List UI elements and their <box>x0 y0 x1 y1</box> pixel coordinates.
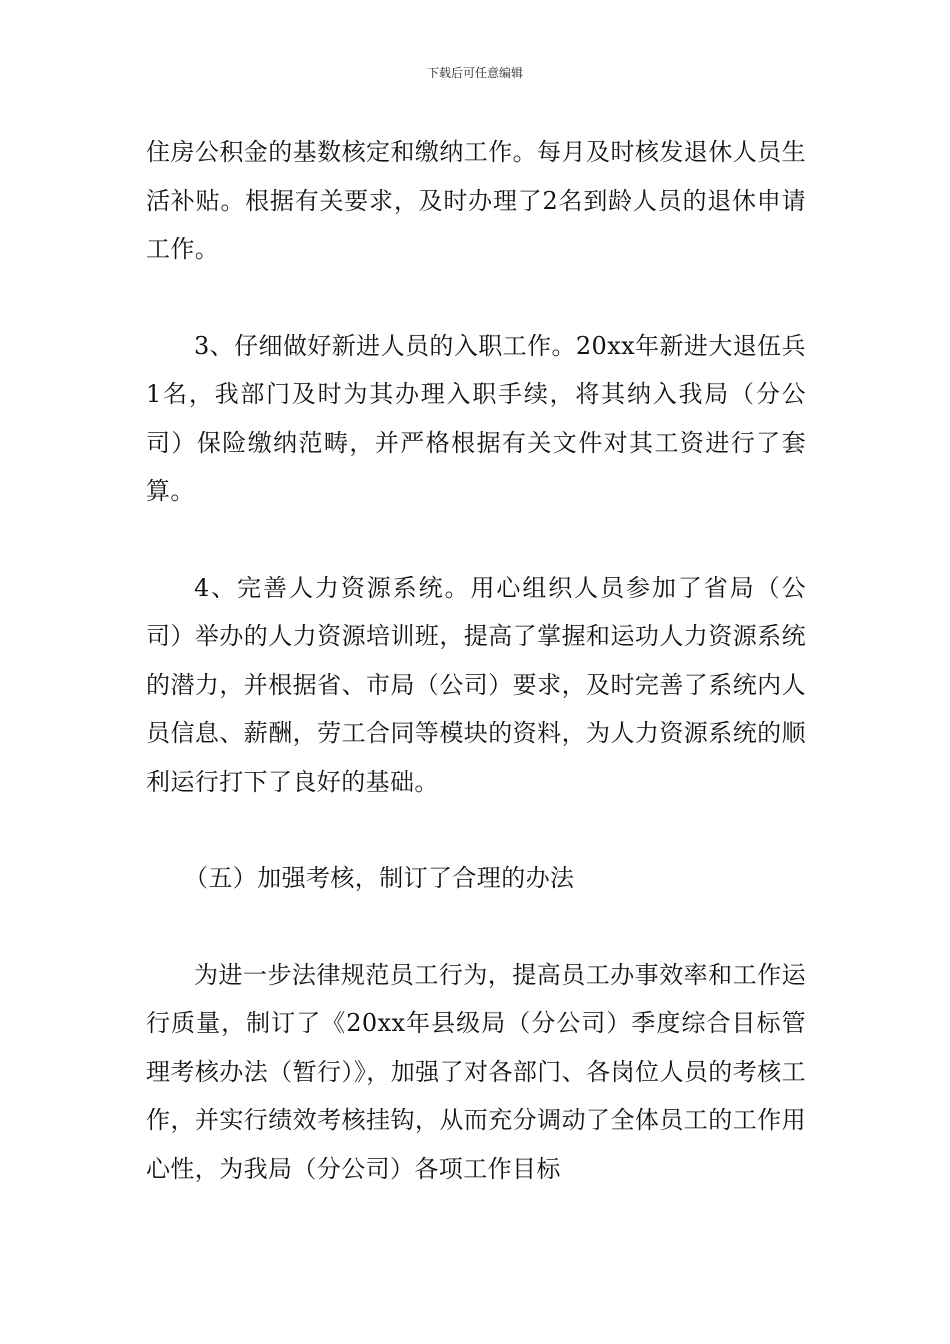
paragraph-assessment: 为进一步法律规范员工行为，提高员工办事效率和工作运行质量，制订了《20xx年县级局（分公司）季度综合目标管理考核办法（暂行）》，加强了对各部门、各岗位人员的考核工作，并实行绩效考核挂钩，从而充分调动了全体员工的工作用心性，为我局（分公司）各项工作目标 <box>146 960 806 1183</box>
page-header-note: 下载后可任意编辑 <box>426 66 523 80</box>
document-body <box>146 128 806 1193</box>
paragraph-item-3: 3、仔细做好新进人员的入职工作。20xx年新进大退伍兵1名，我部门及时为其办理入职手续，将其纳入我局（分公司）保险缴纳范畴，并严格根据有关文件对其工资进行了套算。 <box>146 331 806 505</box>
paragraph-item-4: 4、完善人力资源系统。用心组织人员参加了省局（公司）举办的人力资源培训班，提高了掌握和运功人力资源系统的潜力，并根据省、市局（公司）要求，及时完善了系统内人员信息、薪酬，劳工合同等模块的资料，为人力资源系统的顺利运行打下了良好的基础。 <box>146 573 806 796</box>
section-heading: （五）加强考核，制订了合理的办法 <box>184 864 575 892</box>
paragraph-continuation: 住房公积金的基数核定和缴纳工作。每月及时核发退休人员生活补贴。根据有关要求，及时办理了2名到龄人员的退休申请工作。 <box>146 138 806 263</box>
